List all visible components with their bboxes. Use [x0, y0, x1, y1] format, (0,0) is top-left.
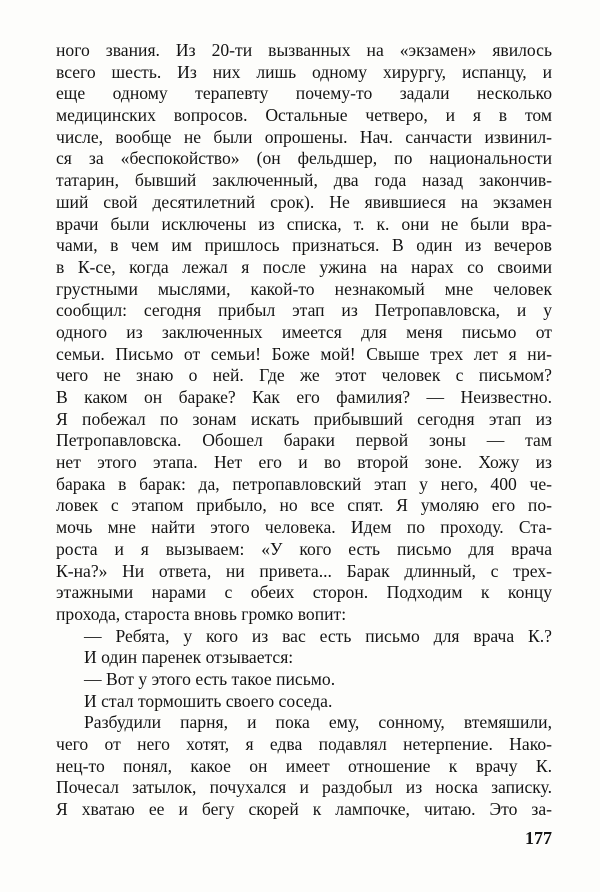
text-line: ловек с этапом прибыло, но все спят. Я умоляю его по-: [56, 495, 552, 516]
text-line: медицинских вопросов. Остальные четверо, и я в том: [56, 105, 552, 126]
text-line: семьи. Письмо от семьи! Боже мой! Свыше трех лет я ни-: [56, 343, 552, 364]
text-line: одного из заключенных имеется для меня письмо от: [56, 321, 552, 342]
text-line: Разбудили парня, и пока ему, сонному, втемяшили,: [84, 712, 552, 733]
text-line: татарин, бывший заключенный, два года назад закончив-: [56, 170, 552, 191]
text-line: ного звания. Из 20-ти вызванных на «экзамен» явилось: [56, 40, 552, 60]
text-line: этажными нарами с обеих сторон. Подходим к концу: [56, 582, 552, 603]
text-line: — Вот у этого есть такое письмо.: [84, 668, 336, 689]
text-line: врачи были исключены из списка, т. к. они не были вра-: [56, 213, 552, 234]
text-line: грустными мыслями, какой-то незнакомый мне человек: [56, 278, 552, 299]
text-line: числе, вообще не были опрошены. Нач. санчасти извинил-: [56, 126, 552, 147]
text-line: ся за «беспокойство» (он фельдшер, по национальности: [56, 148, 552, 169]
text-line: всего шесть. Из них лишь одному хирургу, испанцу, и: [56, 61, 552, 82]
text-line: роста и я вызываем: «У кого есть письмо для врача: [56, 538, 552, 559]
text-line: ший свой десятилетний срок). Не явившиеся на экзамен: [56, 191, 552, 212]
text-line: чего от него хотят, я едва подавлял нетерпение. Нако-: [56, 734, 552, 754]
text-line: К-на?» Ни ответа, ни привета... Барак длинный, с трех-: [56, 560, 552, 581]
text-line: чами, в чем им пришлось признаться. В один из вечеров: [56, 235, 552, 256]
text-line: барака в барак: да, петропавловский этап у него, 400 че-: [56, 473, 552, 494]
text-line: Я побежал по зонам искать прибывший сегодня этап из: [56, 408, 552, 429]
text-line: нец-то понял, какое он имеет отношение к врачу К.: [56, 755, 552, 776]
text-line: еще одному терапевту почему-то задали несколько: [56, 83, 552, 104]
text-line: — Ребята, у кого из вас есть письмо для врача К.?: [84, 625, 552, 646]
text-line: нет этого этапа. Нет его и во второй зоне. Хожу из: [56, 452, 552, 473]
text-line: прохода, староста вновь громко вопит:: [56, 603, 347, 624]
text-line: в К-се, когда лежал я после ужина на нарах со своими: [56, 256, 552, 277]
text-line: Я хватаю ее и бегу скорей к лампочке, читаю. Это за-: [56, 799, 552, 820]
body-text: [56, 40, 552, 821]
text-line: И один паренек отзывается:: [84, 647, 294, 668]
text-line: Петропавловска. Обошел бараки первой зоны — там: [56, 430, 552, 451]
text-line: В каком он бараке? Как его фамилия? — Неизвестно.: [56, 387, 552, 407]
page-number: 177: [525, 828, 552, 848]
text-line: И стал тормошить своего соседа.: [84, 690, 333, 711]
text-line: сообщил: сегодня прибыл этап из Петропавловска, и у: [56, 300, 552, 321]
text-line: мочь мне найти этого человека. Идем по проходу. Ста-: [56, 517, 552, 538]
text-line: чего не знаю о ней. Где же этот человек с письмом?: [56, 365, 552, 386]
text-line: Почесал затылок, почухался и раздобыл из носка записку.: [56, 777, 552, 798]
